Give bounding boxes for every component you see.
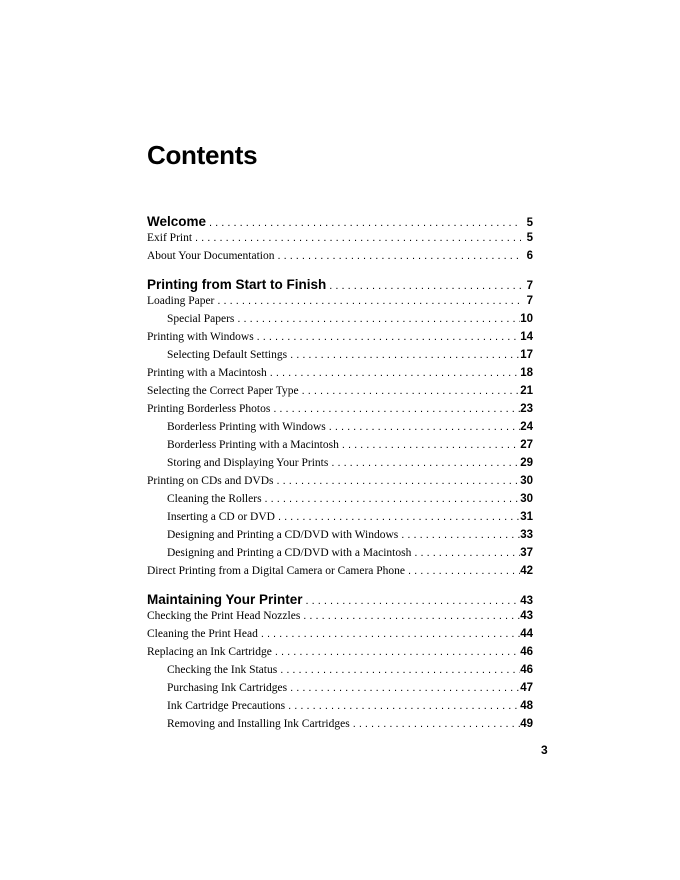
toc-entry[interactable] bbox=[147, 664, 533, 676]
toc-entry-label: Printing with Windows bbox=[147, 331, 254, 343]
toc-entry-label: Checking the Print Head Nozzles bbox=[147, 610, 301, 622]
toc-entry[interactable] bbox=[147, 439, 533, 451]
dot-leader bbox=[267, 367, 520, 379]
toc-entry[interactable] bbox=[147, 313, 533, 325]
toc-entry-page: 31 bbox=[520, 511, 533, 523]
toc-entry-page: 42 bbox=[520, 565, 533, 577]
toc-entry-label: Storing and Displaying Your Prints bbox=[167, 457, 329, 469]
dot-leader bbox=[287, 682, 520, 694]
toc-entry-page: 43 bbox=[520, 610, 533, 622]
toc-entry[interactable] bbox=[147, 421, 533, 433]
dot-leader bbox=[339, 439, 520, 451]
dot-leader bbox=[285, 700, 520, 712]
toc-entry-label: Borderless Printing with Windows bbox=[167, 421, 326, 433]
toc-entry[interactable] bbox=[147, 529, 533, 541]
toc-entry[interactable] bbox=[147, 475, 533, 487]
dot-leader bbox=[350, 718, 521, 730]
toc-entry-page: 6 bbox=[526, 250, 533, 262]
toc-entry-page: 18 bbox=[520, 367, 533, 379]
toc-entry-label: Cleaning the Print Head bbox=[147, 628, 258, 640]
toc-entry[interactable] bbox=[147, 349, 533, 361]
toc-entry-label: Cleaning the Rollers bbox=[167, 493, 262, 505]
toc-section-entry[interactable] bbox=[147, 592, 533, 607]
toc-entry-label: Ink Cartridge Precautions bbox=[167, 700, 286, 712]
toc-entry-page: 30 bbox=[520, 493, 533, 505]
dot-leader bbox=[299, 385, 521, 397]
toc-entry-page: 24 bbox=[520, 421, 533, 433]
toc-entry[interactable] bbox=[147, 718, 533, 730]
toc-entry-page: 23 bbox=[520, 403, 533, 415]
toc-entry-page: 43 bbox=[520, 595, 533, 607]
toc-entry-page: 37 bbox=[520, 547, 533, 559]
toc-entry-label: Removing and Installing Ink Cartridges bbox=[167, 718, 350, 730]
toc-entry-page: 30 bbox=[520, 475, 533, 487]
toc-entry-label: Borderless Printing with a Macintosh bbox=[167, 439, 339, 451]
toc-entry-label: Replacing an Ink Cartridge bbox=[147, 646, 272, 658]
toc-entry[interactable] bbox=[147, 367, 533, 379]
toc-entry-page: 46 bbox=[520, 664, 533, 676]
toc-entry-label: Designing and Printing a CD/DVD with Windows bbox=[167, 529, 399, 541]
dot-leader bbox=[254, 331, 521, 343]
toc-entry-page: 21 bbox=[520, 385, 533, 397]
toc-entry-label: About Your Documentation bbox=[147, 250, 275, 262]
toc-entry-label: Checking the Ink Status bbox=[167, 664, 278, 676]
dot-leader bbox=[192, 232, 521, 244]
toc-entry-label: Purchasing Ink Cartridges bbox=[167, 682, 288, 694]
dot-leader bbox=[405, 565, 520, 577]
dot-leader bbox=[328, 457, 520, 469]
toc-entry-page: 5 bbox=[526, 217, 533, 229]
toc-entry-page: 14 bbox=[520, 331, 533, 343]
toc-entry-page: 17 bbox=[520, 349, 533, 361]
toc-section-entry[interactable] bbox=[147, 214, 533, 229]
toc-entry-page: 29 bbox=[520, 457, 533, 469]
toc-entry-page: 48 bbox=[520, 700, 533, 712]
toc-entry[interactable] bbox=[147, 250, 533, 262]
toc-entry[interactable] bbox=[147, 295, 533, 307]
toc-entry-label: Printing Borderless Photos bbox=[147, 403, 271, 415]
toc-entry[interactable] bbox=[147, 457, 533, 469]
toc-entry-page: 10 bbox=[520, 313, 533, 325]
dot-leader bbox=[277, 664, 520, 676]
dot-leader bbox=[274, 475, 521, 487]
dot-leader bbox=[234, 313, 520, 325]
dot-leader bbox=[275, 511, 520, 523]
toc-entry-label: Printing with a Macintosh bbox=[147, 367, 267, 379]
toc-entry-label: Maintaining Your Printer bbox=[147, 592, 303, 607]
toc-entry-page: 47 bbox=[520, 682, 533, 694]
toc-entry-label: Selecting the Correct Paper Type bbox=[147, 385, 299, 397]
dot-leader bbox=[262, 493, 521, 505]
dot-leader bbox=[300, 610, 520, 622]
toc-entry[interactable] bbox=[147, 232, 533, 244]
toc-entry-page: 7 bbox=[526, 295, 533, 307]
dot-leader bbox=[214, 295, 521, 307]
dot-leader bbox=[274, 250, 521, 262]
toc-section-entry[interactable] bbox=[147, 277, 533, 292]
toc-entry-label: Exif Print bbox=[147, 232, 193, 244]
dot-leader bbox=[258, 628, 520, 640]
toc-entry-page: 44 bbox=[520, 628, 533, 640]
dot-leader bbox=[326, 421, 520, 433]
toc-entry[interactable] bbox=[147, 700, 533, 712]
dot-leader bbox=[303, 595, 521, 607]
toc-entry-label: Selecting Default Settings bbox=[167, 349, 288, 361]
dot-leader bbox=[272, 646, 520, 658]
toc-entry-page: 5 bbox=[526, 232, 533, 244]
toc-entry-page: 46 bbox=[520, 646, 533, 658]
toc-entry-label: Special Papers bbox=[167, 313, 235, 325]
dot-leader bbox=[287, 349, 520, 361]
toc-entry[interactable] bbox=[147, 511, 533, 523]
toc-entry-label: Designing and Printing a CD/DVD with a Macintosh bbox=[167, 547, 412, 559]
toc-entry-label: Printing from Start to Finish bbox=[147, 277, 327, 292]
toc-entry-label: Welcome bbox=[147, 214, 207, 229]
dot-leader bbox=[398, 529, 520, 541]
dot-leader bbox=[411, 547, 520, 559]
page-number: 3 bbox=[541, 743, 548, 757]
toc-entry[interactable] bbox=[147, 646, 533, 658]
toc-entry-label: Direct Printing from a Digital Camera or Camera Phone bbox=[147, 565, 406, 577]
toc-entry[interactable] bbox=[147, 331, 533, 343]
dot-leader bbox=[206, 217, 521, 229]
toc-entry[interactable] bbox=[147, 565, 533, 577]
toc-entry[interactable] bbox=[147, 403, 533, 415]
dot-leader bbox=[270, 403, 520, 415]
toc-entry-label: Loading Paper bbox=[147, 295, 215, 307]
toc-entry-label: Printing on CDs and DVDs bbox=[147, 475, 274, 487]
toc-entry[interactable] bbox=[147, 493, 533, 505]
toc-entry-page: 33 bbox=[520, 529, 533, 541]
toc-entry[interactable] bbox=[147, 628, 533, 640]
toc-entry[interactable] bbox=[147, 547, 533, 559]
toc-entry-page: 49 bbox=[520, 718, 533, 730]
toc-entry[interactable] bbox=[147, 682, 533, 694]
toc-entry[interactable] bbox=[147, 610, 533, 622]
toc-entry[interactable] bbox=[147, 385, 533, 397]
toc-entry-page: 27 bbox=[520, 439, 533, 451]
toc-entry-page: 7 bbox=[526, 280, 533, 292]
toc-entry-label: Inserting a CD or DVD bbox=[167, 511, 275, 523]
dot-leader bbox=[326, 280, 521, 292]
page-title: Contents bbox=[147, 140, 258, 170]
